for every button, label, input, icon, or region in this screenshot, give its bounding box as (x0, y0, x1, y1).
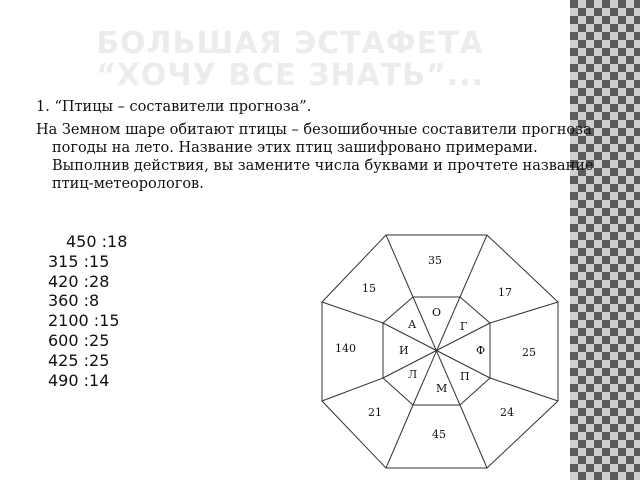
outer-number: 24 (500, 406, 514, 419)
inner-letter: Л (408, 368, 418, 381)
outer-number: 25 (522, 346, 536, 359)
outer-number: 140 (335, 342, 356, 355)
task-paragraph: На Земном шаре обитают птицы – безошибочные составители прогноза погоды на лето. Название этих птиц зашифровано примерами. Выполнив действия, вы замените числа буквами и прочтете название птиц-метеорологов. (36, 122, 594, 192)
example-item: 450 :18 (66, 232, 128, 251)
inner-letter: П (460, 370, 470, 383)
slide-title (40, 28, 540, 92)
side-decorative-pattern (570, 0, 640, 480)
outer-number: 15 (362, 282, 376, 295)
inner-letter: О (432, 306, 442, 319)
example-item: 2100 :15 (48, 311, 120, 331)
outer-number: 17 (498, 286, 512, 299)
outer-number: 21 (368, 406, 382, 419)
task-heading: 1. “Птицы – составители прогноза”. (36, 99, 312, 115)
example-item: 490 :14 (48, 370, 110, 390)
outer-number: 35 (428, 254, 442, 267)
octagon-cipher-diagram (310, 230, 572, 472)
examples-list (48, 232, 127, 390)
task-text (36, 98, 596, 198)
inner-letter: И (399, 344, 409, 357)
inner-letter: А (408, 318, 417, 331)
title-line-2: “ХОЧУ ВСЕ ЗНАТЬ”... (96, 58, 484, 93)
example-item: 425 :25 (48, 350, 110, 370)
inner-letter: Г (460, 320, 468, 333)
title-line-1: БОЛЬШАЯ ЭСТАФЕТА (96, 26, 484, 61)
inner-letter: М (436, 382, 448, 395)
example-item: 315 :15 (48, 251, 110, 271)
example-item: 600 :25 (48, 330, 110, 350)
example-item: 420 :28 (48, 271, 110, 291)
outer-number: 45 (432, 428, 446, 441)
example-item: 360 :8 (48, 291, 100, 311)
inner-letter: Ф (476, 344, 486, 357)
